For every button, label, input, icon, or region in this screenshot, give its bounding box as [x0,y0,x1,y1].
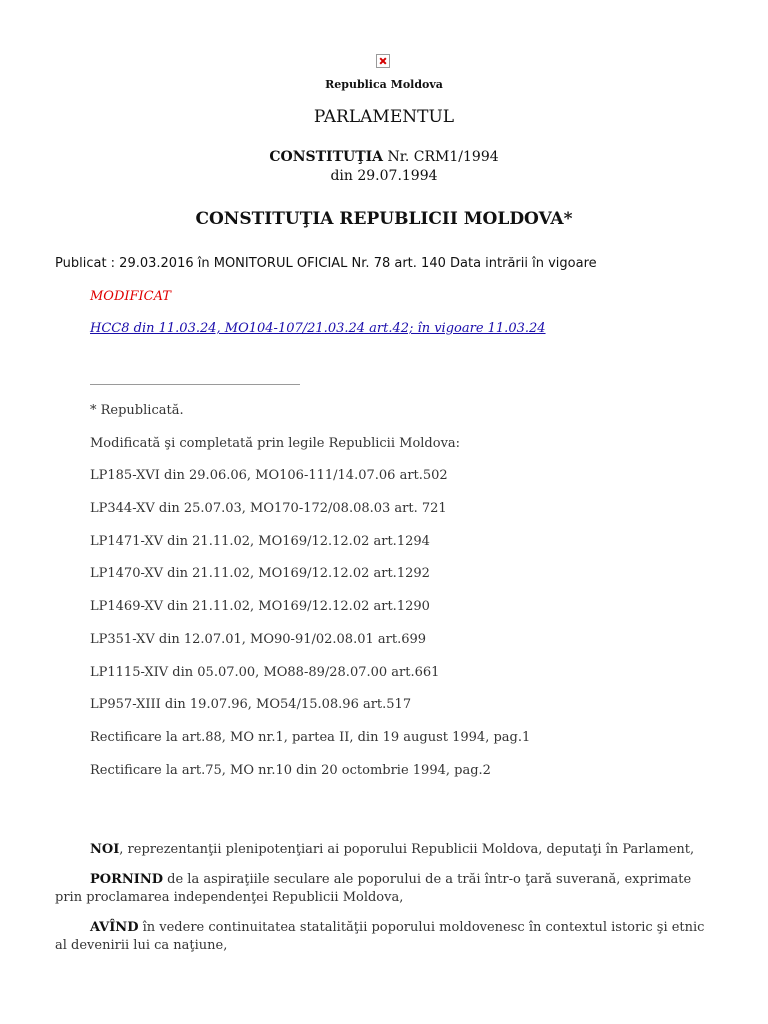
modified-label: MODIFICAT [90,289,171,304]
broken-image-icon [376,54,390,68]
law-reference: LP185-XVI din 29.06.06, MO106-111/14.07.06 art.502 [90,468,448,484]
publication-info: Publicat : 29.03.2016 în MONITORUL OFICIAL Nr. 78 art. 140 Data intrării în vigoare [55,256,597,271]
preamble-paragraph [55,841,717,859]
amendments-intro: Modificată şi completată prin legile Republicii Moldova: [90,435,461,451]
law-reference: LP1469-XV din 21.11.02, MO169/12.12.02 art.1290 [90,599,430,615]
law-reference: LP344-XV din 25.07.03, MO170-172/08.08.03 art. 721 [90,501,447,517]
amendment-notes [90,402,750,794]
footnote-separator [90,384,300,385]
preamble-lead-word: NOI [90,842,120,857]
law-reference: LP351-XV din 12.07.01, MO90-91/02.08.01 art.699 [90,631,427,647]
institution-name: PARLAMENTUL [313,107,455,127]
rectification-note: Rectificare la art.75, MO nr.10 din 20 octombrie 1994, pag.2 [90,762,491,778]
act-heading [0,148,768,186]
act-type: CONSTITUŢIA [269,149,384,165]
act-date: din 29.07.1994 [330,168,438,184]
act-number: Nr. CRM1/1994 [383,149,499,165]
republished-note: * Republicată. [90,403,184,418]
preamble-lead-word: AVÎND [90,920,139,935]
preamble-lead-word: PORNIND [90,872,164,887]
preamble-text: de la aspiraţiile seculare ale poporului de a trăi într-o ţară suverană, exprimate prin proclamarea independenţei Republicii Moldova, [55,872,692,905]
preamble [55,841,717,967]
preamble-paragraph [55,919,717,955]
amendment-link[interactable]: HCC8 din 11.03.24, MO104-107/21.03.24 art.42; în vigoare 11.03.24 [90,321,546,336]
law-reference: LP1471-XV din 21.11.02, MO169/12.12.02 art.1294 [90,533,430,549]
law-reference: LP1115-XIV din 05.07.00, MO88-89/28.07.00 art.661 [90,664,440,680]
law-reference: LP957-XIII din 19.07.96, MO54/15.08.96 art.517 [90,697,412,713]
country-name: Republica Moldova [325,78,443,91]
preamble-text: , reprezentanţii plenipotenţiari ai poporului Republicii Moldova, deputaţi în Parlament, [119,842,695,857]
law-reference: LP1470-XV din 21.11.02, MO169/12.12.02 art.1292 [90,566,430,582]
preamble-text: în vedere continuitatea statalităţii poporului moldovenesc în contextul istoric şi etnic al devenirii lui ca naţiune, [55,920,705,953]
preamble-paragraph [55,871,717,907]
rectification-note: Rectificare la art.88, MO nr.1, partea II, din 19 august 1994, pag.1 [90,729,531,745]
document-title: CONSTITUŢIA REPUBLICII MOLDOVA* [195,209,573,229]
